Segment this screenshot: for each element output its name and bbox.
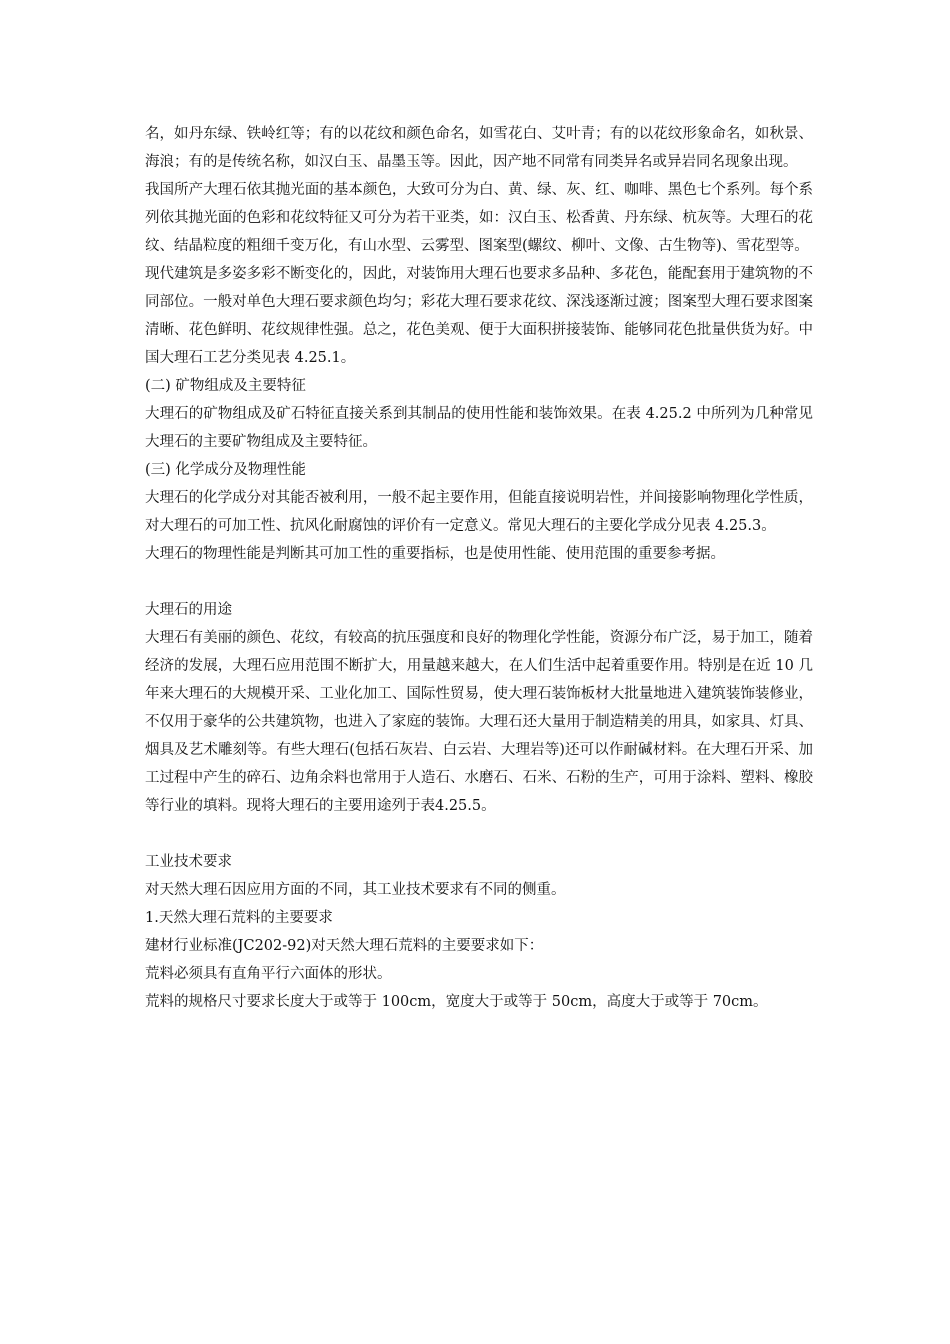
paragraph-industry-standard: 建材行业标准(JC202-92)对天然大理石荒料的主要要求如下： xyxy=(145,938,544,954)
paragraph-technical-intro: 对天然大理石因应用方面的不同，其工业技术要求有不同的侧重。 xyxy=(145,882,566,898)
paragraph-chemical-composition: 大理石的化学成分对其能否被利用，一般不起主要作用，但能直接说明岩性，并间接影响物理化学性质，对大理石的可加工性、抗风化耐腐蚀的评价有一定意义。常见大理石的主要化学成分见表 4.25.3。 xyxy=(145,490,813,534)
paragraph-physical-properties: 大理石的物理性能是判断其可加工性的重要指标，也是使用性能、使用范围的重要参考据。 xyxy=(145,546,725,562)
paragraph-modern-architecture: 现代建筑是多姿多彩不断变化的，因此，对装饰用大理石也要求多品种、多花色，能配套用于建筑物的不同部位。一般对单色大理石要求颜色均匀；彩花大理石要求花纹、深浅逐渐过渡；图案型大理石要求图案清晰、花色鲜明、花纹规律性强。总之，花色美观、便于大面积拼接装饰、能够同花色批量供货为好。中国大理石工艺分类见表 4.25.1。 xyxy=(145,266,813,366)
paragraph-mineral-composition: 大理石的矿物组成及矿石特征直接关系到其制品的使用性能和装饰效果。在表 4.25.2 中所列为几种常见大理石的主要矿物组成及主要特征。 xyxy=(145,406,813,450)
section-heading-chemical-physical: (三) 化学成分及物理性能 xyxy=(145,462,306,478)
section-heading-uses: 大理石的用途 xyxy=(145,602,232,618)
spacer xyxy=(145,568,813,596)
subheading-block-requirements: 1.天然大理石荒料的主要要求 xyxy=(145,910,333,926)
document-body xyxy=(145,120,813,1016)
section-heading-technical-requirements: 工业技术要求 xyxy=(145,854,232,870)
paragraph-uses: 大理石有美丽的颜色、花纹，有较高的抗压强度和良好的物理化学性能，资源分布广泛，易于加工，随着经济的发展，大理石应用范围不断扩大，用量越来越大，在人们生活中起着重要作用。特别是在近 10 几年来大理石的大规模开采、工业化加工、国际性贸易，使大理石装饰板材大批量地进入建筑装饰装修业，不仅用于豪华的公共建筑物，也进入了家庭的装饰。大理石还大量用于制造精美的用具，如家具、灯具、烟具及艺术雕刻等。有些大理石(包括石灰岩、白云岩、大理岩等)还可以作耐碱材料。在大理石开采、加工过程中产生的碎石、边角余料也常用于人造石、水磨石、石米、石粉的生产，可用于涂料、塑料、橡胶等行业的填料。现将大理石的主要用途列于表4.25.5。 xyxy=(145,630,813,814)
spacer xyxy=(145,820,813,848)
paragraph-block-dimensions: 荒料的规格尺寸要求长度大于或等于 100cm，宽度大于或等于 50cm，高度大于或等于 70cm。 xyxy=(145,994,768,1010)
paragraph-block-shape: 荒料必须具有直角平行六面体的形状。 xyxy=(145,966,392,982)
paragraph-color-series: 我国所产大理石依其抛光面的基本颜色，大致可分为白、黄、绿、灰、红、咖啡、黑色七个系列。每个系列依其抛光面的色彩和花纹特征又可分为若干亚类，如：汉白玉、松香黄、丹东绿、杭灰等。大理石的花纹、结晶粒度的粗细千变万化，有山水型、云雾型、图案型(螺纹、柳叶、文像、古生物等)、雪花型等。 xyxy=(145,182,813,254)
paragraph-naming-continued: 名，如丹东绿、铁岭红等；有的以花纹和颜色命名，如雪花白、艾叶青；有的以花纹形象命名，如秋景、海浪；有的是传统名称，如汉白玉、晶墨玉等。因此，因产地不同常有同类异名或异岩同名现象出现。 xyxy=(145,126,813,170)
section-heading-mineral-composition: (二) 矿物组成及主要特征 xyxy=(145,378,306,394)
